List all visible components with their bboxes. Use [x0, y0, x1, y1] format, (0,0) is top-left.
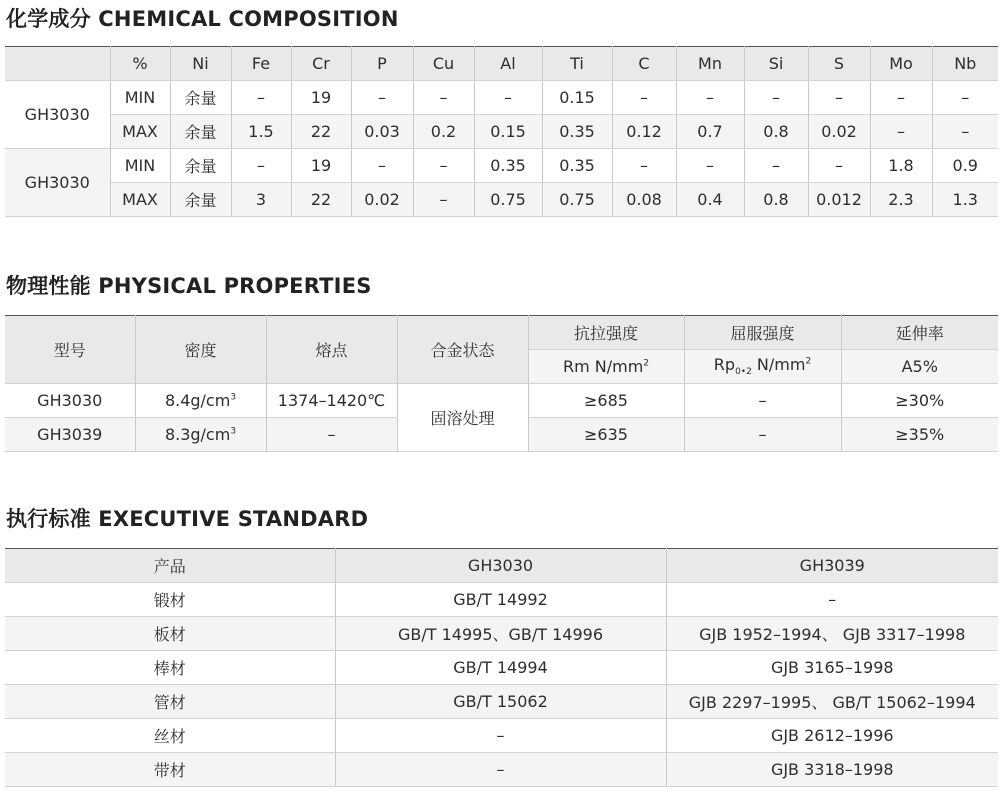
limit-label: MAX: [110, 115, 170, 149]
value-cell: –: [744, 81, 808, 115]
standard-header-row: [5, 549, 998, 583]
product-cell: 带材: [5, 753, 335, 787]
standard-cell: GB/T 14992: [335, 583, 666, 617]
header-cell: Si: [744, 47, 808, 81]
value-cell: 0.08: [612, 183, 676, 217]
standard-cell: GJB 3165–1998: [666, 651, 998, 685]
header-cell: Mo: [870, 47, 932, 81]
table-row: [5, 719, 998, 753]
value-cell: –: [932, 115, 998, 149]
value-cell: 1.8: [870, 149, 932, 183]
model-cell: GH3030: [5, 384, 135, 418]
value-cell: 2.3: [870, 183, 932, 217]
product-cell: 管材: [5, 685, 335, 719]
value-cell: 0.2: [413, 115, 474, 149]
product-cell: 板材: [5, 617, 335, 651]
product-cell: 棒材: [5, 651, 335, 685]
header-model: 型号: [5, 316, 135, 384]
header-density: 密度: [135, 316, 266, 384]
executive-standard-table: [5, 548, 998, 787]
product-cell: 丝材: [5, 719, 335, 753]
value-cell: 余量: [170, 81, 231, 115]
value-cell: –: [351, 81, 413, 115]
value-cell: 0.15: [474, 115, 542, 149]
standard-cell: GB/T 14994: [335, 651, 666, 685]
value-cell: 0.012: [808, 183, 870, 217]
value-cell: 1.3: [932, 183, 998, 217]
value-cell: –: [808, 81, 870, 115]
value-cell: –: [808, 149, 870, 183]
value-cell: 余量: [170, 149, 231, 183]
density-cell: $8.4g/cm^3$: [135, 384, 266, 418]
density-cell: $8.3g/cm^3$: [135, 418, 266, 452]
value-cell: 0.12: [612, 115, 676, 149]
elongation-cell: ≥30%: [841, 384, 998, 418]
standard-cell: GJB 3318–1998: [666, 753, 998, 787]
table-row: [5, 384, 998, 418]
standard-cell: GB/T 15062: [335, 685, 666, 719]
value-cell: 0.35: [542, 115, 612, 149]
header-cell: Cu: [413, 47, 474, 81]
value-cell: –: [870, 81, 932, 115]
header-cell: %: [110, 47, 170, 81]
header-cell: [5, 47, 110, 81]
value-cell: –: [612, 149, 676, 183]
standard-cell: GJB 1952–1994、 GJB 3317–1998: [666, 617, 998, 651]
header-cell: Nb: [932, 47, 998, 81]
value-cell: –: [612, 81, 676, 115]
value-cell: –: [351, 149, 413, 183]
value-cell: 22: [291, 183, 351, 217]
value-cell: –: [413, 149, 474, 183]
value-cell: 0.35: [474, 149, 542, 183]
header-cell: Cr: [291, 47, 351, 81]
value-cell: 0.02: [808, 115, 870, 149]
value-cell: 19: [291, 81, 351, 115]
value-cell: 0.03: [351, 115, 413, 149]
value-cell: –: [231, 81, 291, 115]
value-cell: –: [474, 81, 542, 115]
header-cell: Al: [474, 47, 542, 81]
yield-cell: –: [684, 384, 841, 418]
table-row: [5, 115, 998, 149]
value-cell: 3: [231, 183, 291, 217]
header-product: 产品: [5, 549, 335, 583]
standard-cell: –: [335, 719, 666, 753]
table-row: [5, 651, 998, 685]
limit-label: MIN: [110, 149, 170, 183]
standard-cell: –: [335, 753, 666, 787]
chemical-header-row: [5, 47, 998, 81]
value-cell: 1.5: [231, 115, 291, 149]
table-row: [5, 685, 998, 719]
grade-cell: GH3030: [5, 149, 110, 217]
header-tensile-strength: 抗拉强度: [528, 316, 684, 350]
header-melting-point: 熔点: [266, 316, 397, 384]
unit-tensile: Rm $N/mm^2$: [528, 350, 684, 384]
value-cell: –: [413, 183, 474, 217]
header-elongation: 延伸率: [841, 316, 998, 350]
header-cell: P: [351, 47, 413, 81]
chemical-composition-table: [5, 46, 998, 217]
yield-cell: –: [684, 418, 841, 452]
header-alloy-state: 合金状态: [397, 316, 528, 384]
chemical-section-title: 化学成分 CHEMICAL COMPOSITION: [6, 7, 399, 31]
value-cell: –: [932, 81, 998, 115]
header-cell: Mn: [676, 47, 744, 81]
header-cell: Ti: [542, 47, 612, 81]
grade-cell: GH3030: [5, 81, 110, 149]
header-cell: C: [612, 47, 676, 81]
unit-elongation: A5%: [841, 350, 998, 384]
standard-cell: GB/T 14995、GB/T 14996: [335, 617, 666, 651]
value-cell: –: [870, 115, 932, 149]
standard-cell: GJB 2612–1996: [666, 719, 998, 753]
product-cell: 锻材: [5, 583, 335, 617]
melting-cell: 1374–1420℃: [266, 384, 397, 418]
tensile-cell: ≥685: [528, 384, 684, 418]
value-cell: –: [676, 81, 744, 115]
limit-label: MAX: [110, 183, 170, 217]
value-cell: 0.8: [744, 115, 808, 149]
unit-yield: $Rp_{0•2}$ $N/mm^2$: [684, 350, 841, 384]
table-row: [5, 753, 998, 787]
physical-properties-table: [5, 315, 998, 452]
limit-label: MIN: [110, 81, 170, 115]
value-cell: 22: [291, 115, 351, 149]
value-cell: 0.35: [542, 149, 612, 183]
header-cell: Fe: [231, 47, 291, 81]
standard-cell: GJB 2297–1995、 GB/T 15062–1994: [666, 685, 998, 719]
value-cell: –: [231, 149, 291, 183]
value-cell: –: [676, 149, 744, 183]
standard-section-title: 执行标准 EXECUTIVE STANDARD: [6, 507, 369, 531]
value-cell: 0.7: [676, 115, 744, 149]
value-cell: 余量: [170, 115, 231, 149]
standard-cell: –: [666, 583, 998, 617]
state-cell: 固溶处理: [397, 384, 528, 452]
physical-header-row: [5, 316, 998, 350]
melting-cell: –: [266, 418, 397, 452]
value-cell: 0.8: [744, 183, 808, 217]
header-cell: Ni: [170, 47, 231, 81]
value-cell: 0.9: [932, 149, 998, 183]
physical-section-title: 物理性能 PHYSICAL PROPERTIES: [6, 274, 372, 298]
value-cell: 0.75: [542, 183, 612, 217]
table-row: [5, 183, 998, 217]
header-grade-2: GH3039: [666, 549, 998, 583]
header-cell: S: [808, 47, 870, 81]
value-cell: 余量: [170, 183, 231, 217]
table-row: [5, 81, 998, 115]
value-cell: 0.75: [474, 183, 542, 217]
table-row: [5, 149, 998, 183]
table-row: [5, 583, 998, 617]
value-cell: 0.4: [676, 183, 744, 217]
value-cell: 19: [291, 149, 351, 183]
header-yield-strength: 屈服强度: [684, 316, 841, 350]
tensile-cell: ≥635: [528, 418, 684, 452]
model-cell: GH3039: [5, 418, 135, 452]
table-row: [5, 617, 998, 651]
elongation-cell: ≥35%: [841, 418, 998, 452]
value-cell: –: [413, 81, 474, 115]
value-cell: –: [744, 149, 808, 183]
header-grade-1: GH3030: [335, 549, 666, 583]
value-cell: 0.02: [351, 183, 413, 217]
value-cell: 0.15: [542, 81, 612, 115]
